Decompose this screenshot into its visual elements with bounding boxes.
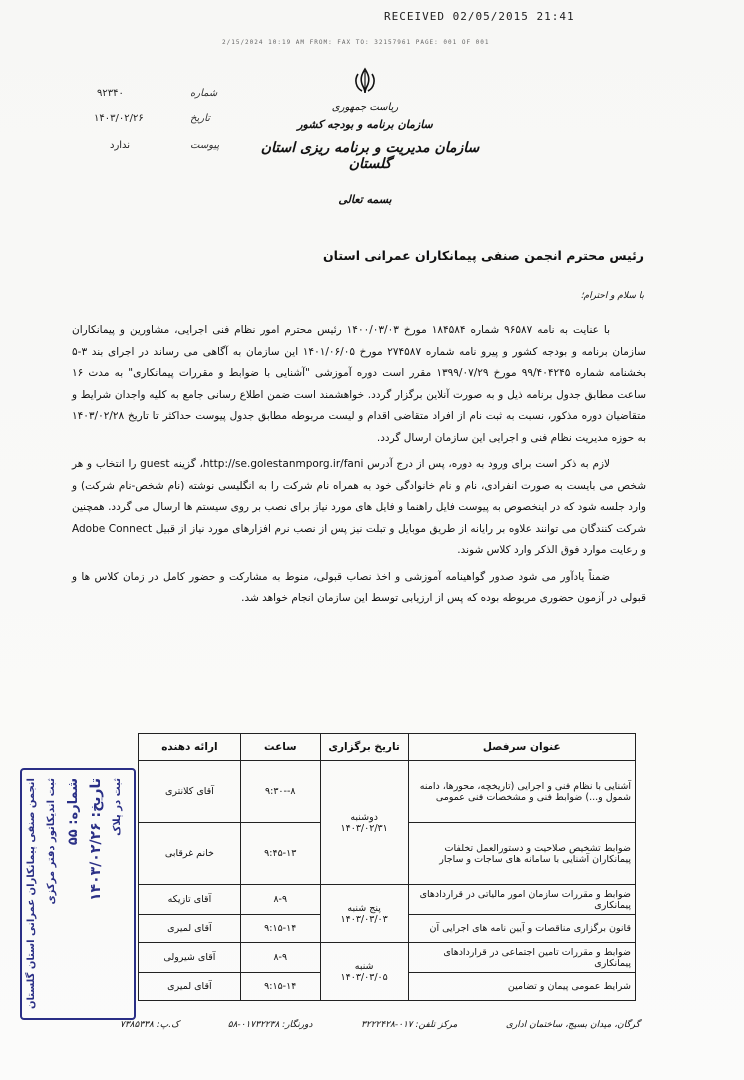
fax-received-stamp: RECEIVED 02/05/2015 21:41 [384, 10, 575, 23]
topic-cell: قانون برگزاری مناقصات و آیین نامه های اجرایی آن [408, 915, 635, 943]
paragraph-1: با عنایت به نامه ۹۶۵۸۷ شماره ۱۸۴۵۸۴ مورخ ۱۴۰۰/۰۳/۰۳ رئیس محترم امور نظام فنی اجرایی، مشاورین و پیمانکاران سازمان برنامه و بودجه کشور و پیرو نامه شماره ۲۷۴۵۸۷ مورخ ۱۴۰۱/۰۶/۰۵ این سازمان به آگاهی می رساند در اجرای بند ۳-۵ بخشنامه شماره ۹۹/۴۰۴۲۴۵ مورخ ۱۳۹۹/۰۷/۲۹ مقرر است دوره آموزشی "آشنایی با ضوابط و مقررات پیمانکاری" به مدت ۱۶ ساعت مطابق جدول برنامه ذیل و به صورت آنلاین برگزار گردد. خواهشمند است ضمن اطلاع رسانی جامع به کلیه واجدان شرایط و متقاضیان دوره مذکور، نسبت به ثبت نام از افراد متقاضی اقدام و لیست مربوطه مطابق جدول پیوست حداکثر تا تاریخ ۱۴۰۳/۰۲/۲۸ به حوزه مدیریت نظام فنی و اجرایی این سازمان ارسال گردد. [72, 324, 646, 444]
date-value-cell: ۱۴۰۳/۰۳/۰۳ [340, 913, 388, 925]
course-url-link[interactable]: http://se.golestanmporg.ir/fani [202, 458, 364, 470]
footer-postal: ک.پ: ۷۳۸۵۳۳۸ [120, 1020, 180, 1030]
footer-address: گرگان، میدان بسیج، ساختمان اداری [505, 1020, 640, 1030]
stamp-plate: ثبت در پلاک [112, 778, 123, 836]
table-row [139, 943, 636, 973]
time-cell: ۸-۹ [240, 885, 320, 915]
registration-stamp [20, 768, 136, 1020]
date-cell [320, 761, 408, 885]
time-cell: ۹:۴۵-۱۳ [240, 823, 320, 885]
topic-cell: ضوابط و مقررات سازمان امور مالیاتی در قراردادهای پیمانکاری [408, 885, 635, 915]
topic-cell: شرایط عمومی پیمان و تضامین [408, 973, 635, 1001]
topic-cell: ضوابط تشخیص صلاحیت و دستورالعمل تخلفات پیمانکاران آشنایی با سامانه های ساجات و ساجار [408, 823, 635, 885]
paragraph-2-rest: ، گزینه guest را انتخاب و هر شخص می بایست به صورت انفرادی، نام و نام خانوادگی خود به همراه نام شرکت را به انگلیسی نوشته (نام شخص-نام شرکت) و وارد جلسه شود که در اینخصوص به پیوست فایل راهنما و فایل های مورد نیاز برای نصب بر روی سیستم ها ارسال می گردد. همچنین شرکت کنندگان می توانند علاوه بر رایانه از طریق موبایل و تبلت نیز پس از نصب نرم افزارهای مورد نیاز از قبیل Adobe Connect و رعایت موارد فوق الذکر وارد کلاس شوند. [72, 458, 646, 556]
time-cell: ۹:۱۵-۱۴ [240, 973, 320, 1001]
header-presenter: ارائه دهنده [139, 734, 241, 761]
greeting: با سلام و احترام؛ [580, 291, 644, 301]
presenter-cell: آقای لمیری [139, 973, 241, 1001]
stamp-date: تاریخ: ۱۴۰۳/۰۲/۲۶ [88, 778, 104, 901]
letter-body [72, 320, 646, 615]
org-presidency: ریاست جمهوری [331, 102, 399, 113]
paragraph-3: ضمناً یادآور می شود صدور گواهینامه آموزشی و اخذ نصاب قبولی، منوط به مشارکت و حضور کامل در زمان کلاس ها و قبولی در آزمون حضوری مربوطه بوده که پس از ارزیابی توسط این سازمان انجام خواهد شد. [72, 570, 646, 604]
org-golestan: سازمان مدیریت و برنامه ریزی استان گلستان [260, 140, 480, 172]
date-day: شنبه [354, 960, 374, 972]
presenter-cell: خانم غرقابی [139, 823, 241, 885]
paragraph-2 [72, 454, 646, 562]
iran-emblem-icon [350, 66, 380, 96]
date-value: ۱۴۰۳/۰۲/۲۶ [94, 113, 144, 124]
date-label: تاریخ [190, 113, 210, 124]
time-cell: ۹:۱۵-۱۴ [240, 915, 320, 943]
header-date: تاریخ برگزاری [320, 734, 408, 761]
footer-fax: دورنگار: ۰۱۷۳۲۲۳۸-۵۸ [227, 1020, 313, 1030]
date-day: پنج شنبه [347, 902, 381, 914]
number-value: ۹۲۳۴۰ [97, 88, 124, 99]
date-value-cell: ۱۴۰۳/۰۳/۰۵ [340, 971, 388, 983]
presenter-cell: آقای لمیری [139, 915, 241, 943]
date-cell [320, 885, 408, 943]
header-time: ساعت [240, 734, 320, 761]
time-cell: ۸-۹ [240, 943, 320, 973]
schedule-table [138, 733, 636, 1001]
footer-switchboard: مرکز تلفن: ۰۱۷-۳۲۲۲۴۲۸ [361, 1020, 458, 1030]
presenter-cell: آقای شیرولی [139, 943, 241, 973]
table-row [139, 761, 636, 823]
date-day: دوشنبه [350, 811, 378, 823]
attachment-value: ندارد [110, 140, 131, 151]
number-label: شماره [190, 88, 218, 99]
stamp-association: انجمن صنفی پیمانکاران عمرانی استان گلستان [26, 778, 37, 1010]
header-topic: عنوان سرفصل [408, 734, 635, 761]
fax-transmission-line: 2/15/2024 10:19 AM FROM: FAX TO: 32157961 PAGE: 001 OF 001 [222, 39, 490, 46]
topic-cell: آشنایی با نظام فنی و اجرایی (تاریخچه، محورها، دامنه شمول و...) ضوابط فنی و مشخصات فنی عمومی [408, 761, 635, 823]
schedule-header-row [139, 734, 636, 761]
table-row [139, 885, 636, 915]
stamp-number: شماره: ۵۵ [66, 778, 81, 846]
recipient-line: رئیس محترم انجمن صنفی پیمانکاران عمرانی استان [322, 248, 644, 263]
org-budget-org: سازمان برنامه و بودجه کشور [297, 118, 433, 131]
presenter-cell: آقای تازیکه [139, 885, 241, 915]
attachment-label: پیوست [190, 140, 220, 151]
presenter-cell: آقای کلانتری [139, 761, 241, 823]
paragraph-2-intro: لازم به ذکر است برای ورود به دوره، پس از درج آدرس [367, 458, 611, 470]
footer-contact [120, 1020, 640, 1030]
date-cell [320, 943, 408, 1001]
topic-cell: ضوابط و مقررات تامین اجتماعی در قراردادهای پیمانکاری [408, 943, 635, 973]
date-value-cell: ۱۴۰۳/۰۲/۳۱ [340, 822, 388, 834]
bismillah-heading: بسمه تعالی [338, 193, 392, 206]
time-cell: ۸--۹:۳۰ [240, 761, 320, 823]
stamp-registry: ثبت اندیکاتور دفتر مرکزی [46, 778, 57, 905]
